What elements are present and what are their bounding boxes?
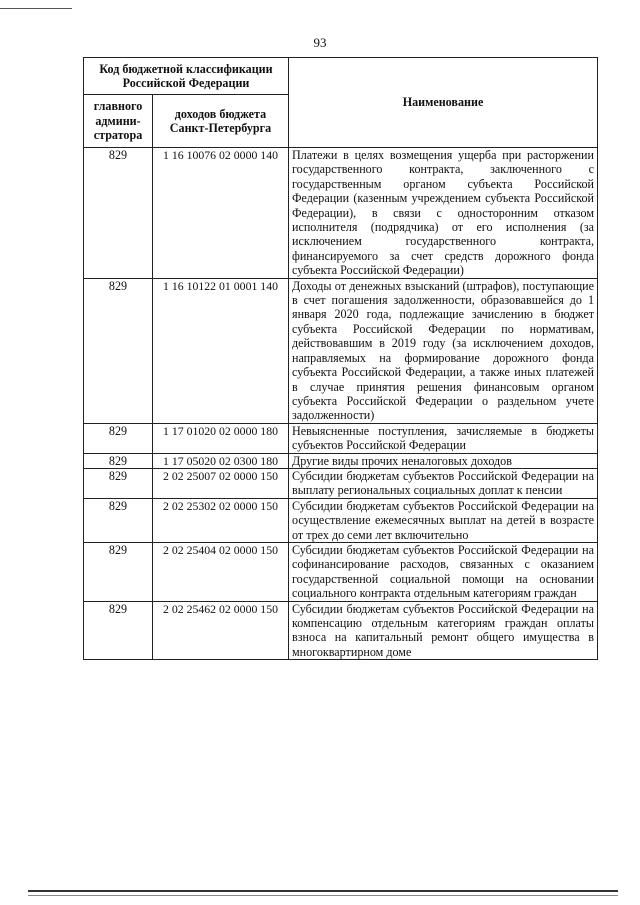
- revenue-code-cell: 1 16 10122 01 0001 140: [153, 278, 289, 423]
- table-row: [84, 542, 598, 601]
- page-number: 93: [313, 35, 327, 50]
- revenue-code-cell: 2 02 25462 02 0000 150: [153, 601, 289, 660]
- bottom-rule-thin: [28, 895, 618, 896]
- admin-code-cell: 829: [84, 542, 153, 601]
- admin-code-cell: 829: [84, 601, 153, 660]
- header-admin: главного админи-стратора: [84, 95, 153, 148]
- admin-code-cell: 829: [84, 148, 153, 279]
- top-rule: [0, 8, 72, 9]
- revenue-code-cell: 1 17 05020 02 0300 180: [153, 453, 289, 468]
- admin-code-cell: 829: [84, 468, 153, 498]
- admin-code-cell: 829: [84, 453, 153, 468]
- name-cell: Другие виды прочих неналоговых доходов: [289, 453, 598, 468]
- header-code-group: Код бюджетной классификации Российской Федерации: [84, 58, 289, 95]
- name-cell: Доходы от денежных взысканий (штрафов), поступающие в счет погашения задолженности, образовавшейся до 1 января 2020 года, подлежащие зачислению в бюджет субъекта Российской Федерации по нормативам, действовавшим в 2019 году (за исключением доходов, направляемых на формирование дорожного фонда субъекта Российской Федерации, а также иных платежей в случае принятия решения финансовым органом субъекта Российской Федерации о раздельном учете задолженности): [289, 278, 598, 423]
- revenue-code-cell: 1 17 01020 02 0000 180: [153, 423, 289, 453]
- header-name: Наименование: [289, 58, 598, 148]
- admin-code-cell: 829: [84, 278, 153, 423]
- name-cell: Невыясненные поступления, зачисляемые в бюджеты субъектов Российской Федерации: [289, 423, 598, 453]
- table-row: [84, 278, 598, 423]
- name-cell: Субсидии бюджетам субъектов Российской Федерации на осуществление ежемесячных выплат на детей в возрасте от трех до семи лет включительно: [289, 498, 598, 542]
- table-row: [84, 498, 598, 542]
- admin-code-cell: 829: [84, 423, 153, 453]
- name-cell: Субсидии бюджетам субъектов Российской Федерации на софинансирование расходов, связанных с оказанием государственной социальной помощи на основании социального контракта отдельным категориям граждан: [289, 542, 598, 601]
- revenue-code-cell: 2 02 25404 02 0000 150: [153, 542, 289, 601]
- table-row: [84, 468, 598, 498]
- revenue-code-cell: 2 02 25302 02 0000 150: [153, 498, 289, 542]
- budget-classification-table: [83, 57, 598, 660]
- revenue-code-cell: 2 02 25007 02 0000 150: [153, 468, 289, 498]
- admin-code-cell: 829: [84, 498, 153, 542]
- revenue-code-cell: 1 16 10076 02 0000 140: [153, 148, 289, 279]
- name-cell: Платежи в целях возмещения ущерба при расторжении государственного контракта, заключенного с государственным органом субъекта Российской Федерации (казенным учреждением субъекта Российской Федерации), в связи с односторонним отказом исполнителя (подрядчика) от его исполнения (за исключением государственного контракта, финансируемого за счет средств дорожного фонда субъекта Российской Федерации): [289, 148, 598, 279]
- name-cell: Субсидии бюджетам субъектов Российской Федерации на выплату региональных социальных доплат к пенсии: [289, 468, 598, 498]
- bottom-rule: [28, 890, 618, 892]
- table-row: [84, 423, 598, 453]
- name-cell: Субсидии бюджетам субъектов Российской Федерации на компенсацию отдельным категориям граждан оплаты взноса на капитальный ремонт общего имущества в многоквартирном доме: [289, 601, 598, 660]
- table-row: [84, 453, 598, 468]
- table-row: [84, 148, 598, 279]
- table-row: [84, 601, 598, 660]
- header-revenue: доходов бюджета Санкт-Петербурга: [153, 95, 289, 148]
